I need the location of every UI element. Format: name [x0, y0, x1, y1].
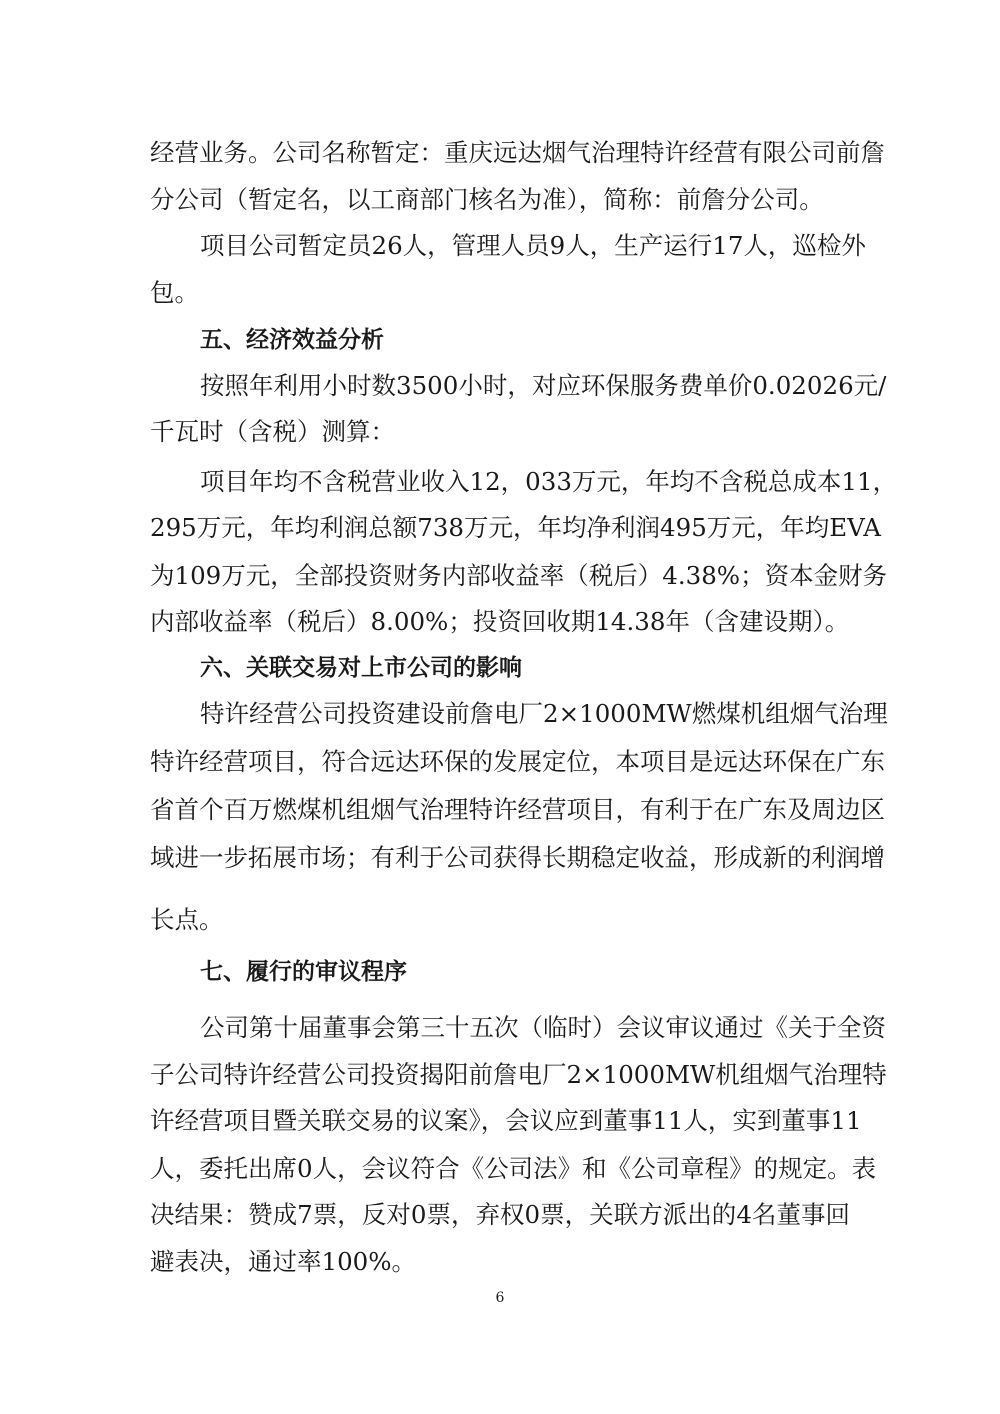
page-number: 6: [495, 1290, 505, 1306]
paragraph-line: 千瓦时（含税）测算：: [150, 417, 395, 446]
paragraph-line: 特许经营项目，符合远达环保的发展定位，本项目是远达环保在广东: [150, 747, 885, 776]
paragraph-line: 省首个百万燃煤机组烟气治理特许经营项目，有利于在广东及周边区: [150, 795, 885, 824]
paragraph-line: 公司第十届董事会第三十五次（临时）会议审议通过《关于全资: [200, 1013, 886, 1042]
section-heading-7: 七、履行的审议程序: [200, 959, 407, 985]
section-heading-5: 五、经济效益分析: [200, 327, 384, 353]
paragraph-line: 长点。: [150, 905, 224, 934]
paragraph-line: 避表决，通过率100%。: [150, 1247, 417, 1276]
paragraph-line: 内部收益率（税后）8.00%；投资回收期14.38年（含建设期）。: [150, 607, 850, 636]
paragraph-line: 分公司（暂定名，以工商部门核名为准），简称：前詹分公司。: [150, 185, 824, 214]
paragraph-line: 经营业务。公司名称暂定：重庆远达烟气治理特许经营有限公司前詹: [150, 138, 885, 167]
section-heading-6: 六、关联交易对上市公司的影响: [200, 655, 522, 681]
paragraph-line: 决结果：赞成7票，反对0票，弃权0票，关联方派出的4名董事回: [150, 1200, 850, 1229]
paragraph-line: 为109万元，全部投资财务内部收益率（税后）4.38%；资本金财务: [150, 561, 888, 590]
paragraph-line: 子公司特许经营公司投资揭阳前詹电厂2×1000MW机组烟气治理特: [150, 1060, 887, 1089]
paragraph-line: 许经营项目暨关联交易的议案》，会议应到董事11人，实到董事11: [150, 1106, 862, 1135]
paragraph-line: 295万元，年均利润总额738万元，年均净利润495万元，年均EVA: [150, 513, 881, 542]
paragraph-line: 按照年利用小时数3500小时，对应环保服务费单价0.02026元/: [200, 371, 887, 400]
paragraph-line: 域进一步拓展市场；有利于公司获得长期稳定收益，形成新的利润增: [150, 843, 885, 872]
paragraph-line: 包。: [150, 278, 199, 307]
paragraph-line: 项目年均不含税营业收入12，033万元，年均不含税总成本11，: [200, 467, 898, 496]
paragraph-line: 人，委托出席0人，会议符合《公司法》和《公司章程》的规定。表: [150, 1154, 877, 1183]
paragraph-line: 项目公司暂定员26人，管理人员9人，生产运行17人，巡检外: [200, 231, 866, 260]
paragraph-line: 特许经营公司投资建设前詹电厂2×1000MW燃煤机组烟气治理: [200, 699, 888, 728]
